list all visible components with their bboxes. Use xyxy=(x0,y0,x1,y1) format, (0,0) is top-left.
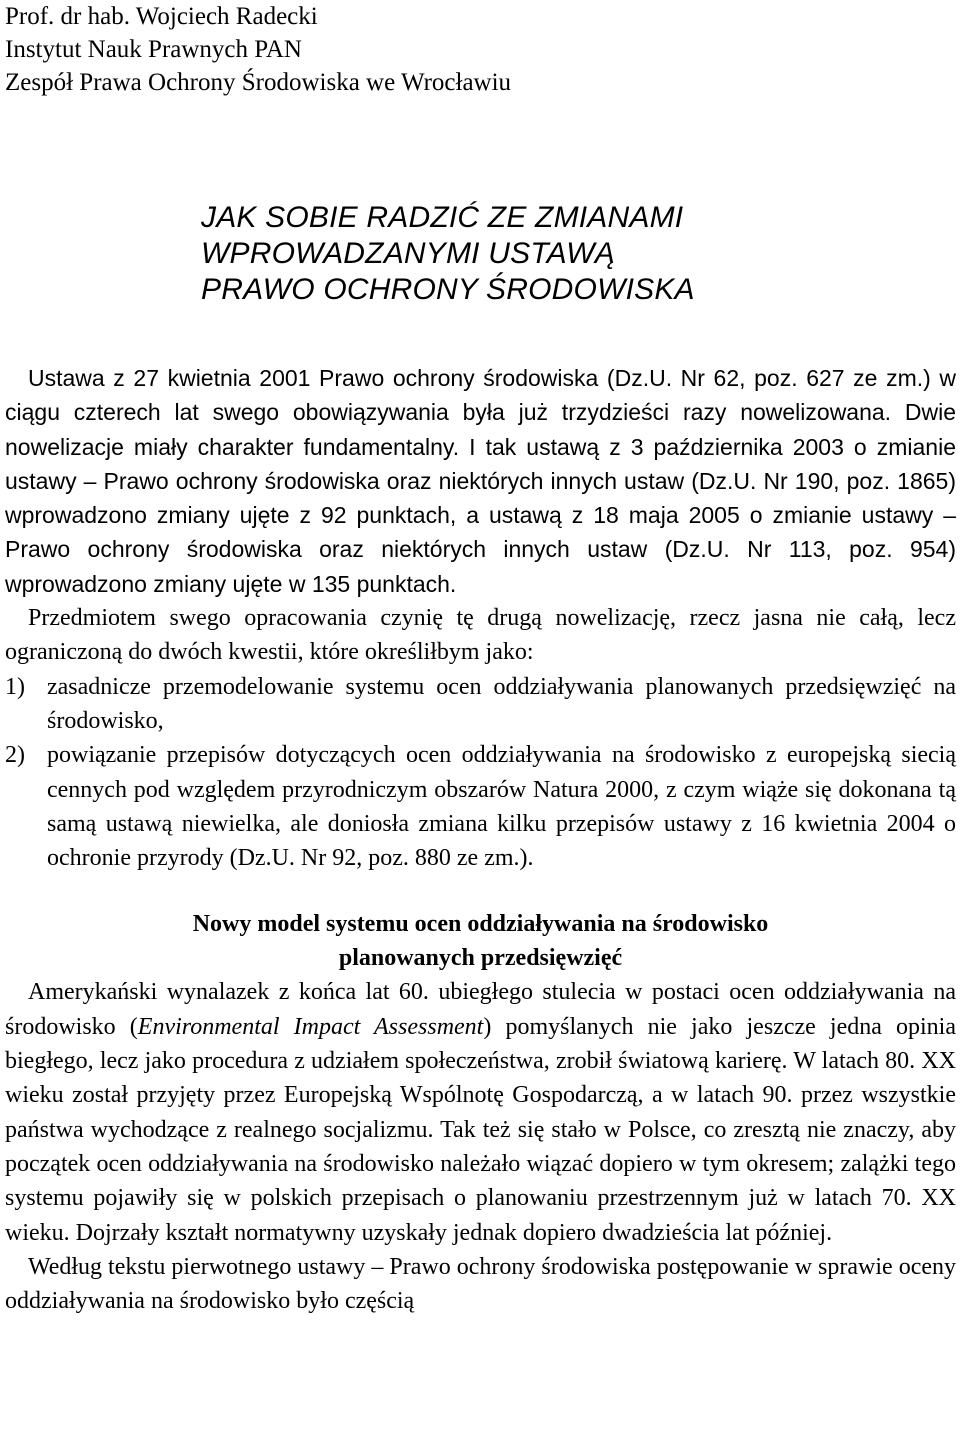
list-item xyxy=(5,670,956,739)
section-paragraph-2: Według tekstu pierwotnego ustawy – Prawo ochrony środowiska postępowanie w sprawie oceny oddziaływania na środowisko było częścią xyxy=(5,1253,956,1315)
title-line-1: JAK SOBIE RADZIĆ ZE ZMIANAMI xyxy=(201,201,684,234)
list-item-text: powiązanie przepisów dotyczących ocen oddziaływania na środowisko z europejską siecią cennych pod względem przyrodniczym obszarów Natura 2000, z czym wiąże się dokonana tą samą ustawą niewielka, ale doniosła zmiana kilku przepisów ustawy z 16 kwietnia 2004 o ochronie przyrody (Dz.U. Nr 92, poz. 880 ze zm.). xyxy=(47,742,956,872)
list-item-number: 2) xyxy=(5,742,25,769)
author-institute: Instytut Nauk Prawnych PAN xyxy=(5,36,302,63)
title-line-2: WPROWADZANYMI USTAWĄ xyxy=(201,237,616,270)
section-heading-line-1: Nowy model systemu ocen oddziaływania na środowisko xyxy=(192,911,769,938)
document-title xyxy=(201,200,956,308)
author-block xyxy=(5,0,956,99)
list-item-number: 1) xyxy=(5,673,25,700)
list-item-text: zasadnicze przemodelowanie systemu ocen oddziaływania planowanych przedsięwzięć na środowisko, xyxy=(47,673,956,734)
title-line-3: PRAWO OCHRONY ŚRODOWISKA xyxy=(201,273,695,306)
paragraph-italic-term: Environmental Impact Assessment xyxy=(137,1013,484,1040)
section-paragraph-1 xyxy=(5,975,956,1249)
author-name: Prof. dr hab. Wojciech Radecki xyxy=(5,3,318,30)
topic-list xyxy=(5,670,956,876)
author-team: Zespół Prawa Ochrony Środowiska we Wrocławiu xyxy=(5,69,512,96)
paragraph-text-start: Amerykański wynalazek z końca lat 60. ubiegłego stulecia w postaci ocen oddziaływania na środowisko ( xyxy=(5,979,956,1040)
intro-paragraph-1: Ustawa z 27 kwietnia 2001 Prawo ochrony środowiska (Dz.U. Nr 62, poz. 627 ze zm.) w ciągu czterech lat swego obowiązywania była już trzydzieści razy nowelizowana. Dwie nowelizacje miały charakter fundamentalny. I tak ustawą z 3 października 2003 o zmianie ustawy – Prawo ochrony środowiska oraz niektórych innych ustaw (Dz.U. Nr 190, poz. 1865) wprowadzono zmiany ujęte z 92 punktach, a ustawą z 18 maja 2005 o zmianie ustawy – Prawo ochrony środowiska oraz niektórych innych ustaw (Dz.U. Nr 113, poz. 954) wprowadzono zmiany ujęte w 135 punktach. xyxy=(5,365,956,597)
intro-paragraph-2: Przedmiotem swego opracowania czynię tę drugą nowelizację, rzecz jasna nie całą, lecz ograniczoną do dwóch kwestii, które określiłbym jako: xyxy=(5,605,956,666)
paragraph-text-end: ) pomyślanych nie jako jeszcze jedna opinia biegłego, lecz jako procedura z udziałem społeczeństwa, zrobił światową karierę. W latach 80. XX wieku został przyjęty przez Europejską Wspólnotę Gospodarczą, a w latach 90. przez wszystkie państwa wychodzące z realnego socjalizmu. Tak też się stało w Polsce, co zresztą nie znaczy, aby początek ocen oddziaływania na środowisko należało wiązać dopiero w tym okresem; zalążki tego systemu pojawiły się w polskich przepisach o planowaniu przestrzennym już w latach 70. XX wieku. Dojrzały kształt normatywny uzyskały jednak dopiero dwadzieścia lat później. xyxy=(5,1013,956,1246)
section-heading-line-2: planowanych przedsięwzięć xyxy=(338,945,623,972)
section-heading xyxy=(5,907,956,975)
list-item xyxy=(5,738,956,875)
